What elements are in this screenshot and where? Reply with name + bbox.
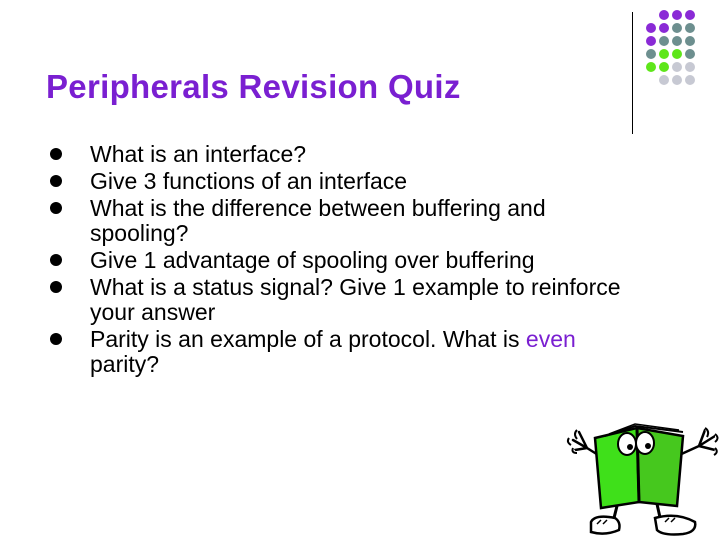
decorative-dot [646,23,656,33]
bullet-item [46,196,636,246]
decorative-dot [672,36,682,46]
bullet-list [46,142,636,379]
bullet-text: Give 3 functions of an interface [90,168,408,194]
decorative-dot-grid [646,10,695,85]
decorative-dot [672,10,682,20]
highlighted-word: even [525,326,576,352]
decorative-dot [685,49,695,59]
bullet-item [46,169,636,194]
cartoon-book-character-icon [565,418,725,546]
decorative-dot [685,62,695,72]
bullet-item [46,248,636,273]
bullet-icon [50,333,62,345]
decorative-dot [685,36,695,46]
bullet-icon [50,202,62,214]
decorative-dot [646,62,656,72]
bullet-text-end: parity? [90,351,160,377]
decorative-dot [672,75,682,85]
bullet-item [46,142,636,167]
bullet-icon [50,281,62,293]
decorative-dot [646,10,656,20]
decorative-dot [685,75,695,85]
decorative-dot [685,23,695,33]
decorative-dot [672,62,682,72]
decorative-dot [685,10,695,20]
bullet-text: What is the difference between buffering and spooling? [90,195,546,246]
decorative-dot [646,36,656,46]
bullet-item [46,327,636,377]
decorative-dot [659,49,669,59]
bullet-text-start: Parity is an example of a protocol. What is [90,326,526,352]
bullet-icon [50,254,62,266]
slide-title: Peripherals Revision Quiz [46,68,461,105]
vertical-divider [632,12,633,134]
bullet-text: Give 1 advantage of spooling over buffering [90,247,535,273]
bullet-text: What is an interface? [90,141,307,167]
bullet-icon [50,148,62,160]
decorative-dot [646,75,656,85]
decorative-dot [659,36,669,46]
decorative-dot [659,75,669,85]
decorative-dot [646,49,656,59]
decorative-dot [659,23,669,33]
decorative-dot [659,62,669,72]
bullet-item [46,275,636,325]
bullet-icon [50,175,62,187]
decorative-dot [672,23,682,33]
decorative-dot [659,10,669,20]
decorative-dot [672,49,682,59]
bullet-text: What is a status signal? Give 1 example to reinforce your answer [90,274,621,325]
